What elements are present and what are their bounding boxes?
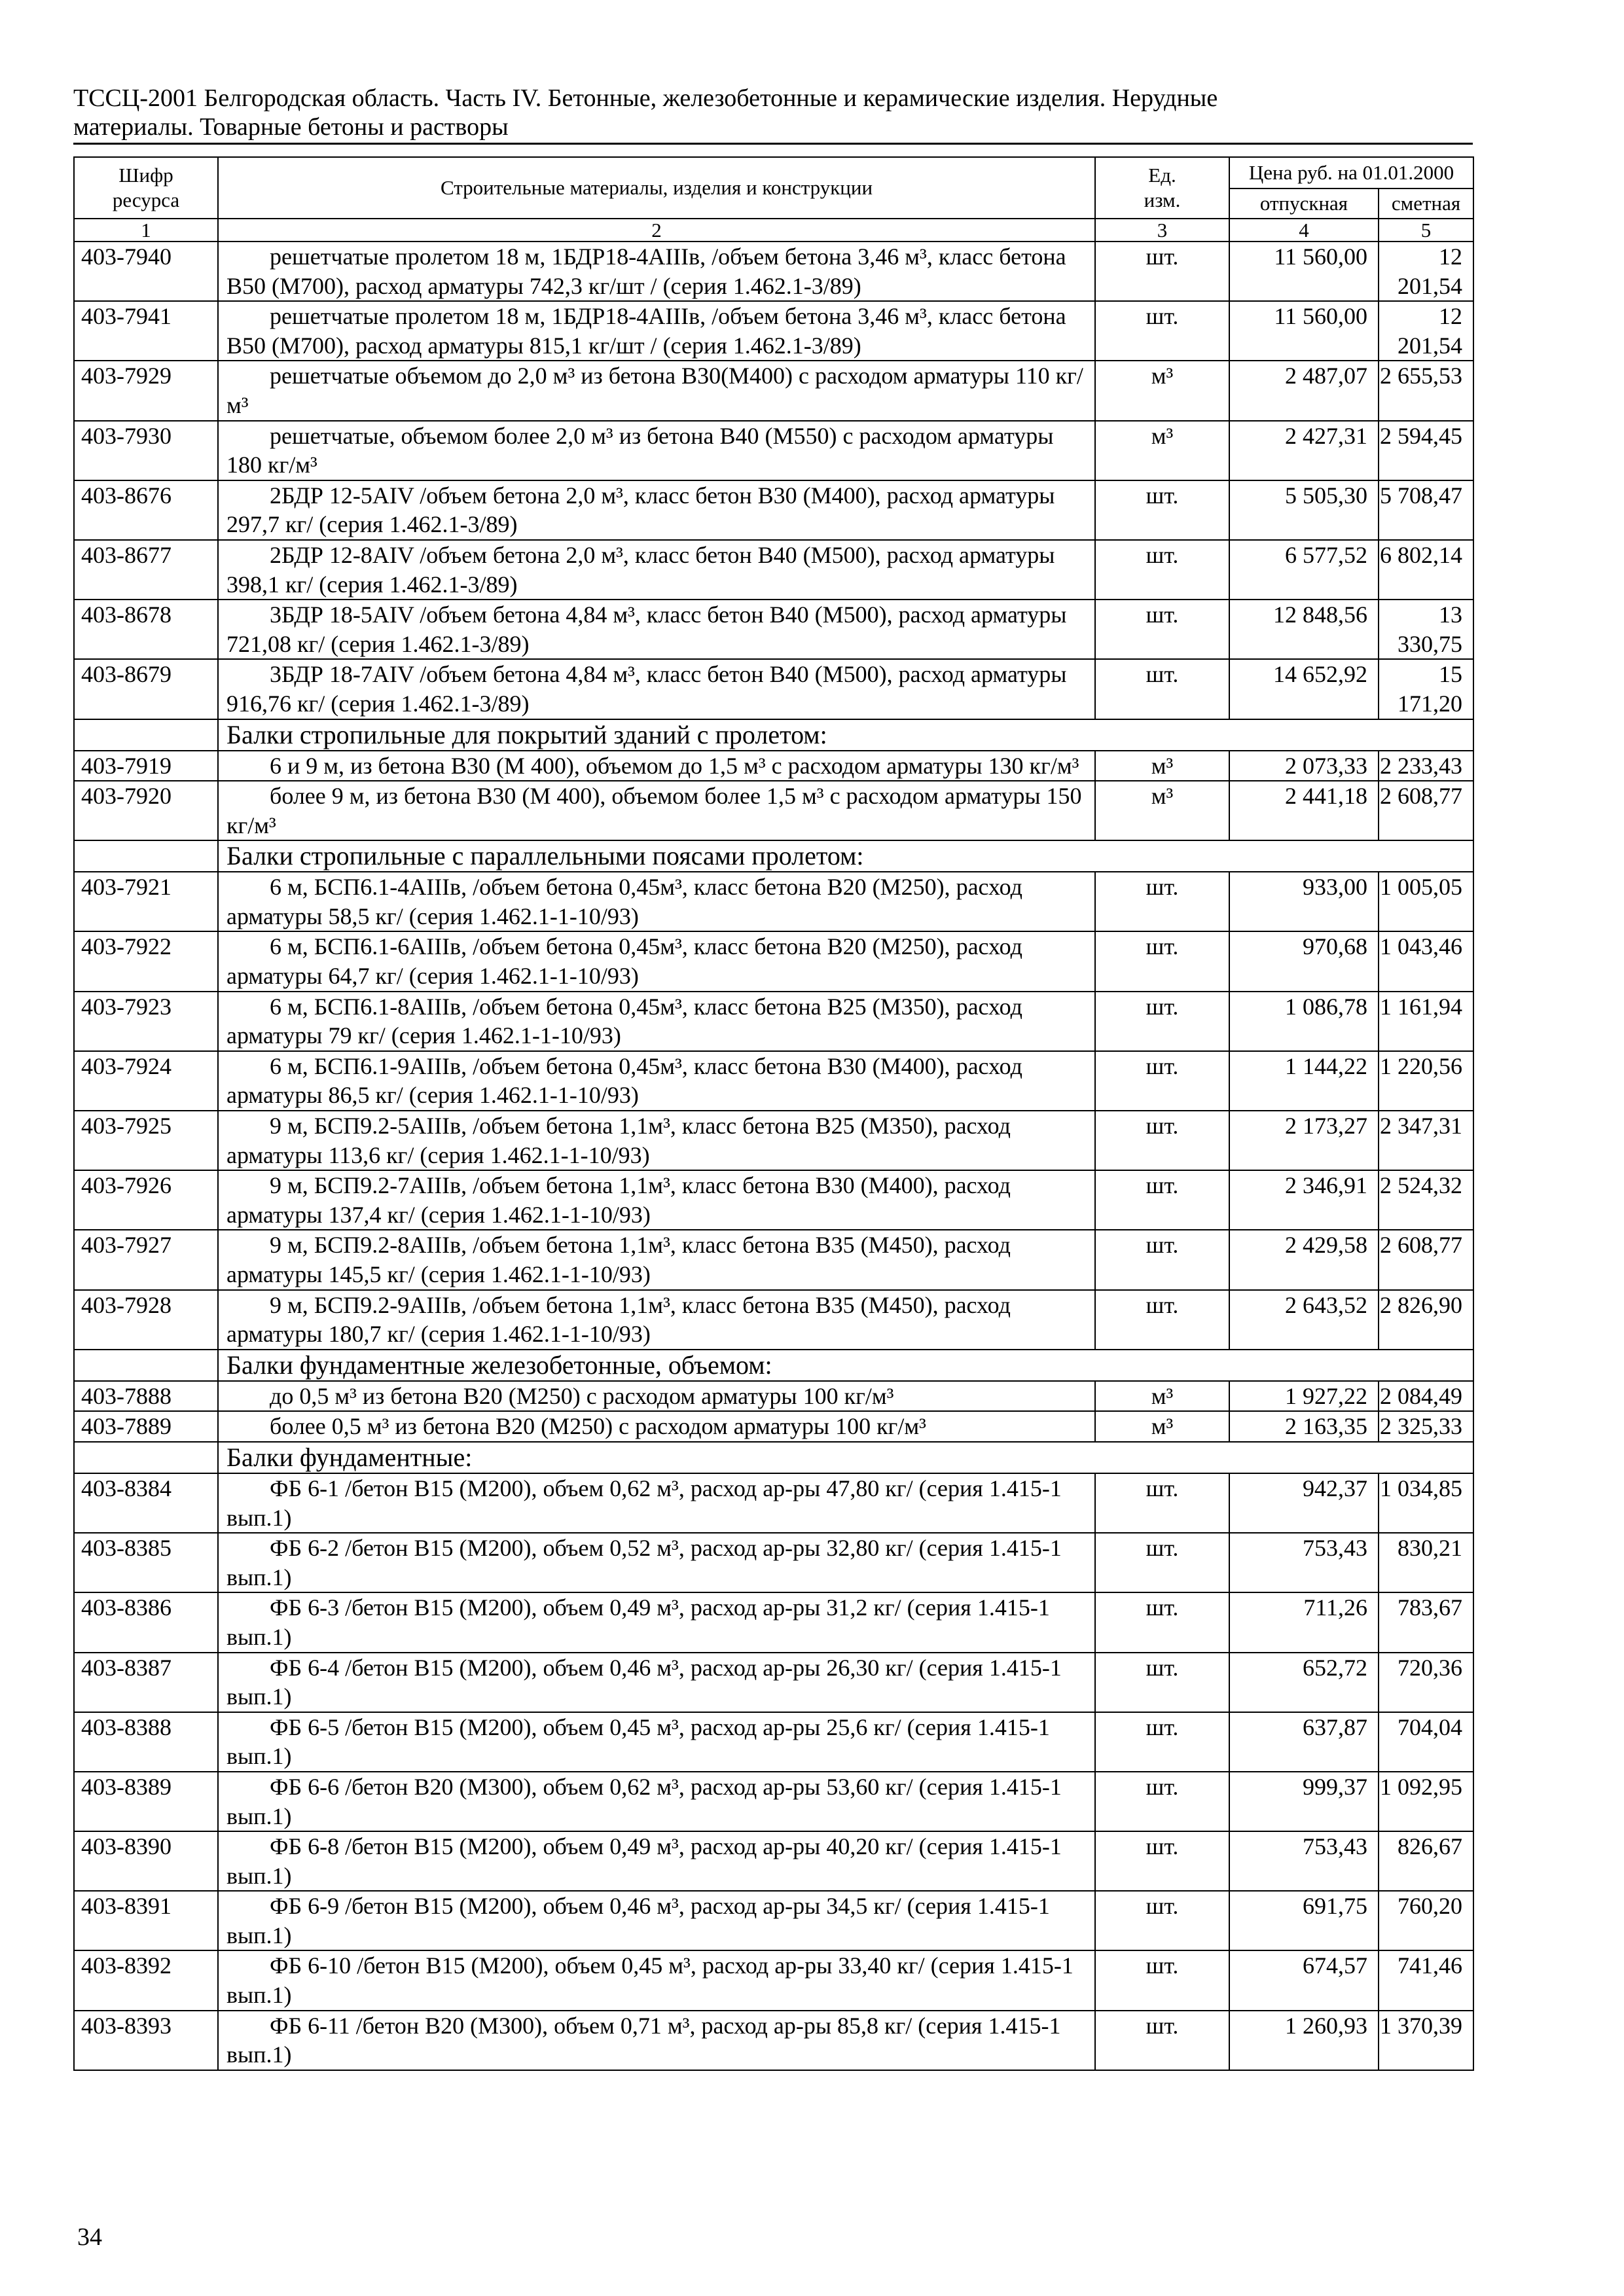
- unit-of-measure: шт.: [1095, 1290, 1229, 1350]
- estimate-price: 741,46: [1379, 1950, 1473, 2010]
- table-row: [74, 1411, 1473, 1442]
- release-price: 2 429,58: [1229, 1230, 1379, 1289]
- table-row: [74, 1111, 1473, 1170]
- resource-code: 403-7929: [74, 361, 218, 420]
- item-description: [218, 242, 1095, 301]
- description-text: ФБ 6-5 /бетон В15 (М200), объем 0,45 м³, расход ар-ры 25,6 кг/ (серия 1.415-1 вып.1): [226, 1713, 1050, 1770]
- item-description: [218, 361, 1095, 420]
- price-table: [73, 156, 1474, 2071]
- item-description: [218, 1592, 1095, 1652]
- description-text: ФБ 6-3 /бетон В15 (М200), объем 0,49 м³, расход ар-ры 31,2 кг/ (серия 1.415-1 вып.1): [226, 1594, 1050, 1650]
- estimate-price: 720,36: [1379, 1653, 1473, 1712]
- description-text: 6 м, БСП6.1-9АIIIв, /объем бетона 0,45м³, класс бетона В30 (М400), расход арматуры 86,5 кг/ (серия 1.462.1-1-10/93): [226, 1052, 1022, 1109]
- description-text: до 0,5 м³ из бетона В20 (М250) с расходом арматуры 100 кг/м³: [270, 1382, 894, 1409]
- item-description: [218, 751, 1095, 781]
- unit-of-measure: м³: [1095, 361, 1229, 420]
- resource-code: 403-8388: [74, 1712, 218, 1772]
- unit-of-measure: шт.: [1095, 301, 1229, 361]
- table-row: [74, 1712, 1473, 1772]
- unit-of-measure: шт.: [1095, 2011, 1229, 2070]
- table-row: [74, 751, 1473, 781]
- resource-code: 403-7889: [74, 1411, 218, 1442]
- estimate-price: 704,04: [1379, 1712, 1473, 1772]
- release-price: 12 848,56: [1229, 600, 1379, 659]
- resource-code: 403-8676: [74, 480, 218, 540]
- estimate-price: 830,21: [1379, 1533, 1473, 1592]
- table-row: [74, 361, 1473, 420]
- resource-code: 403-8385: [74, 1533, 218, 1592]
- item-description: [218, 931, 1095, 991]
- table-row: [74, 1230, 1473, 1289]
- table-row: [74, 931, 1473, 991]
- item-description: [218, 1381, 1095, 1412]
- description-text: 6 и 9 м, из бетона В30 (М 400), объемом до 1,5 м³ с расходом арматуры 130 кг/м³: [270, 752, 1079, 779]
- table-row: [74, 1533, 1473, 1592]
- description-text: 9 м, БСП9.2-5АIIIв, /объем бетона 1,1м³, класс бетона В25 (М350), расход арматуры 113,6 кг/ (серия 1.462.1-1-10/93): [226, 1113, 1011, 1168]
- resource-code: 403-8387: [74, 1653, 218, 1712]
- item-description: [218, 1891, 1095, 1950]
- unit-of-measure: шт.: [1095, 1111, 1229, 1170]
- estimate-price: 5 708,47: [1379, 480, 1473, 540]
- release-price: 2 643,52: [1229, 1290, 1379, 1350]
- item-description: [218, 1290, 1095, 1350]
- description-text: ФБ 6-6 /бетон В20 (М300), объем 0,62 м³, расход ар-ры 53,60 кг/ (серия 1.415-1 вып.1): [226, 1773, 1062, 1829]
- section-empty-cell: [74, 1350, 218, 1381]
- unit-of-measure: шт.: [1095, 1891, 1229, 1950]
- item-description: [218, 480, 1095, 540]
- resource-code: 403-7921: [74, 872, 218, 931]
- unit-of-measure: шт.: [1095, 600, 1229, 659]
- resource-code: 403-7927: [74, 1230, 218, 1289]
- unit-of-measure: шт.: [1095, 1653, 1229, 1712]
- table-row: [74, 992, 1473, 1051]
- description-text: решетчатые пролетом 18 м, 1БДР18-4АIIIв, /объем бетона 3,46 м³, класс бетона В50 (М700), расход арматуры 742,3 кг/шт / (серия 1.462.1-3/89): [226, 243, 1066, 299]
- resource-code: 403-7928: [74, 1290, 218, 1350]
- unit-of-measure: шт.: [1095, 872, 1229, 931]
- item-description: [218, 1533, 1095, 1592]
- unit-of-measure: шт.: [1095, 992, 1229, 1051]
- unit-of-measure: шт.: [1095, 659, 1229, 719]
- unit-of-measure: шт.: [1095, 1950, 1229, 2010]
- column-number-row: [74, 219, 1473, 242]
- description-text: ФБ 6-10 /бетон В15 (М200), объем 0,45 м³, расход ар-ры 33,40 кг/ (серия 1.415-1 вып.1): [226, 1952, 1074, 2009]
- description-text: ФБ 6-9 /бетон В15 (М200), объем 0,46 м³, расход ар-ры 34,5 кг/ (серия 1.415-1 вып.1): [226, 1893, 1050, 1948]
- description-text: 6 м, БСП6.1-4АIIIв, /объем бетона 0,45м³, класс бетона В20 (М250), расход арматуры 58,5 кг/ (серия 1.462.1-1-10/93): [226, 874, 1022, 929]
- estimate-price: 1 370,39: [1379, 2011, 1473, 2070]
- item-description: [218, 1653, 1095, 1712]
- section-title: Балки фундаментные:: [218, 1442, 1473, 1473]
- unit-of-measure: шт.: [1095, 1051, 1229, 1111]
- description-text: 9 м, БСП9.2-8АIIIв, /объем бетона 1,1м³, класс бетона В35 (М450), расход арматуры 145,5 кг/ (серия 1.462.1-1-10/93): [226, 1232, 1011, 1287]
- item-description: [218, 2011, 1095, 2070]
- estimate-price: 13 330,75: [1379, 600, 1473, 659]
- table-row: [74, 1831, 1473, 1891]
- release-price: 2 487,07: [1229, 361, 1379, 420]
- section-empty-cell: [74, 840, 218, 872]
- release-price: 942,37: [1229, 1473, 1379, 1533]
- item-description: [218, 1111, 1095, 1170]
- unit-of-measure: шт.: [1095, 1473, 1229, 1533]
- release-price: 637,87: [1229, 1712, 1379, 1772]
- release-price: 753,43: [1229, 1533, 1379, 1592]
- release-price: 1 086,78: [1229, 992, 1379, 1051]
- estimate-price: 2 608,77: [1379, 781, 1473, 840]
- unit-of-measure: шт.: [1095, 931, 1229, 991]
- header-price-cell: Цена руб. на 01.01.2000: [1229, 157, 1473, 188]
- section-row: [74, 1442, 1473, 1473]
- table-row: [74, 301, 1473, 361]
- resource-code: 403-8679: [74, 659, 218, 719]
- release-price: 711,26: [1229, 1592, 1379, 1652]
- estimate-price: 2 524,32: [1379, 1170, 1473, 1230]
- table-row: [74, 1653, 1473, 1712]
- description-text: 3БДР 18-5АIV /объем бетона 4,84 м³, класс бетон В40 (М500), расход арматуры 721,08 кг/ (серия 1.462.1-3/89): [226, 601, 1067, 657]
- release-price: 2 073,33: [1229, 751, 1379, 781]
- description-text: ФБ 6-2 /бетон В15 (М200), объем 0,52 м³, расход ар-ры 32,80 кг/ (серия 1.415-1 вып.1): [226, 1535, 1062, 1590]
- release-price: 2 427,31: [1229, 421, 1379, 480]
- unit-of-measure: шт.: [1095, 540, 1229, 600]
- item-description: [218, 992, 1095, 1051]
- resource-code: 403-8389: [74, 1772, 218, 1831]
- unit-of-measure: м³: [1095, 781, 1229, 840]
- resource-code: 403-7923: [74, 992, 218, 1051]
- header-estimate-price: сметная: [1379, 188, 1473, 219]
- description-text: ФБ 6-1 /бетон В15 (М200), объем 0,62 м³, расход ар-ры 47,80 кг/ (серия 1.415-1 вып.1): [226, 1475, 1062, 1531]
- section-empty-cell: [74, 719, 218, 751]
- item-description: [218, 1831, 1095, 1891]
- release-price: 1 144,22: [1229, 1051, 1379, 1111]
- unit-of-measure: м³: [1095, 1381, 1229, 1412]
- resource-code: 403-7920: [74, 781, 218, 840]
- col-number: 1: [74, 219, 218, 242]
- release-price: 11 560,00: [1229, 242, 1379, 301]
- estimate-price: 2 608,77: [1379, 1230, 1473, 1289]
- resource-code: 403-8393: [74, 2011, 218, 2070]
- description-text: ФБ 6-8 /бетон В15 (М200), объем 0,49 м³, расход ар-ры 40,20 кг/ (серия 1.415-1 вып.1): [226, 1833, 1062, 1889]
- table-row: [74, 600, 1473, 659]
- item-description: [218, 540, 1095, 600]
- unit-of-measure: шт.: [1095, 1772, 1229, 1831]
- unit-of-measure: м³: [1095, 1411, 1229, 1442]
- estimate-price: 760,20: [1379, 1891, 1473, 1950]
- resource-code: 403-8390: [74, 1831, 218, 1891]
- estimate-price: 15 171,20: [1379, 659, 1473, 719]
- estimate-price: 1 043,46: [1379, 931, 1473, 991]
- table-row: [74, 781, 1473, 840]
- col-number: 2: [218, 219, 1095, 242]
- table-row: [74, 242, 1473, 301]
- resource-code: 403-7940: [74, 242, 218, 301]
- table-row: [74, 421, 1473, 480]
- estimate-price: 1 005,05: [1379, 872, 1473, 931]
- table-row: [74, 1381, 1473, 1412]
- item-description: [218, 301, 1095, 361]
- estimate-price: 1 161,94: [1379, 992, 1473, 1051]
- estimate-price: 2 347,31: [1379, 1111, 1473, 1170]
- unit-of-measure: шт.: [1095, 1712, 1229, 1772]
- description-text: 9 м, БСП9.2-9АIIIв, /объем бетона 1,1м³, класс бетона В35 (М450), расход арматуры 180,7 кг/ (серия 1.462.1-1-10/93): [226, 1291, 1011, 1348]
- item-description: [218, 659, 1095, 719]
- section-title: Балки стропильные с параллельными поясами пролетом:: [218, 840, 1473, 872]
- estimate-price: 12 201,54: [1379, 301, 1473, 361]
- item-description: [218, 421, 1095, 480]
- resource-code: 403-8392: [74, 1950, 218, 2010]
- item-description: [218, 1230, 1095, 1289]
- header-code-line1: Шифр: [118, 164, 173, 187]
- item-description: [218, 1051, 1095, 1111]
- section-empty-cell: [74, 1442, 218, 1473]
- release-price: 999,37: [1229, 1772, 1379, 1831]
- unit-of-measure: м³: [1095, 421, 1229, 480]
- release-price: 1 927,22: [1229, 1381, 1379, 1412]
- release-price: 5 505,30: [1229, 480, 1379, 540]
- estimate-price: 6 802,14: [1379, 540, 1473, 600]
- unit-of-measure: м³: [1095, 751, 1229, 781]
- estimate-price: 1 220,56: [1379, 1051, 1473, 1111]
- description-text: 9 м, БСП9.2-7АIIIв, /объем бетона 1,1м³, класс бетона В30 (М400), расход арматуры 137,4 кг/ (серия 1.462.1-1-10/93): [226, 1172, 1011, 1228]
- header-code-cell: [74, 157, 218, 219]
- resource-code: 403-7941: [74, 301, 218, 361]
- resource-code: 403-7930: [74, 421, 218, 480]
- table-row: [74, 1170, 1473, 1230]
- document-header: [73, 84, 1473, 145]
- description-text: более 0,5 м³ из бетона В20 (М250) с расходом арматуры 100 кг/м³: [270, 1413, 926, 1440]
- col-number: 3: [1095, 219, 1229, 242]
- resource-code: 403-7922: [74, 931, 218, 991]
- resource-code: 403-8677: [74, 540, 218, 600]
- table-row: [74, 1772, 1473, 1831]
- release-price: 2 163,35: [1229, 1411, 1379, 1442]
- table-row: [74, 1051, 1473, 1111]
- table-row: [74, 872, 1473, 931]
- estimate-price: 783,67: [1379, 1592, 1473, 1652]
- item-description: [218, 1411, 1095, 1442]
- header-unit-cell: [1095, 157, 1229, 219]
- table-row: [74, 659, 1473, 719]
- estimate-price: 2 826,90: [1379, 1290, 1473, 1350]
- release-price: 933,00: [1229, 872, 1379, 931]
- release-price: 6 577,52: [1229, 540, 1379, 600]
- header-line-1: ТССЦ-2001 Белгородская область. Часть IV. Бетонные, железобетонные и керамические изделия. Нерудные: [73, 84, 1218, 112]
- description-text: решетчатые, объемом более 2,0 м³ из бетона В40 (М550) с расходом арматуры 180 кг/м³: [226, 422, 1054, 478]
- estimate-price: 2 084,49: [1379, 1381, 1473, 1412]
- description-text: 6 м, БСП6.1-6АIIIв, /объем бетона 0,45м³, класс бетона В20 (М250), расход арматуры 64,7 кг/ (серия 1.462.1-1-10/93): [226, 933, 1022, 990]
- unit-of-measure: шт.: [1095, 1831, 1229, 1891]
- header-unit-line1: Ед.: [1148, 164, 1176, 187]
- item-description: [218, 1950, 1095, 2010]
- unit-of-measure: шт.: [1095, 480, 1229, 540]
- item-description: [218, 600, 1095, 659]
- resource-code: 403-7925: [74, 1111, 218, 1170]
- unit-of-measure: шт.: [1095, 1170, 1229, 1230]
- release-price: 674,57: [1229, 1950, 1379, 2010]
- header-line-2: материалы. Товарные бетоны и растворы: [73, 113, 509, 141]
- description-text: решетчатые пролетом 18 м, 1БДР18-4АIIIв, /объем бетона 3,46 м³, класс бетона В50 (М700), расход арматуры 815,1 кг/шт / (серия 1.462.1-3/89): [226, 303, 1066, 359]
- estimate-price: 2 325,33: [1379, 1411, 1473, 1442]
- resource-code: 403-7924: [74, 1051, 218, 1111]
- table-row: [74, 1891, 1473, 1950]
- release-price: 11 560,00: [1229, 301, 1379, 361]
- table-row: [74, 1290, 1473, 1350]
- section-row: [74, 719, 1473, 751]
- table-row: [74, 1473, 1473, 1533]
- table-row: [74, 2011, 1473, 2070]
- col-number: 5: [1379, 219, 1473, 242]
- table-row: [74, 540, 1473, 600]
- release-price: 14 652,92: [1229, 659, 1379, 719]
- release-price: 691,75: [1229, 1891, 1379, 1950]
- table-row: [74, 480, 1473, 540]
- item-description: [218, 872, 1095, 931]
- release-price: 970,68: [1229, 931, 1379, 991]
- description-text: решетчатые объемом до 2,0 м³ из бетона В30(М400) с расходом арматуры 110 кг/м³: [226, 363, 1083, 418]
- col-number: 4: [1229, 219, 1379, 242]
- unit-of-measure: шт.: [1095, 242, 1229, 301]
- estimate-price: 1 092,95: [1379, 1772, 1473, 1831]
- resource-code: 403-7926: [74, 1170, 218, 1230]
- table-header-row: [74, 157, 1473, 188]
- description-text: 2БДР 12-5АIV /объем бетона 2,0 м³, класс бетон В30 (М400), расход арматуры 297,7 кг/ (серия 1.462.1-3/89): [226, 482, 1055, 538]
- header-code-line2: ресурса: [112, 188, 180, 211]
- estimate-price: 2 233,43: [1379, 751, 1473, 781]
- release-price: 2 173,27: [1229, 1111, 1379, 1170]
- item-description: [218, 1712, 1095, 1772]
- header-release-price: отпускная: [1229, 188, 1379, 219]
- resource-code: 403-8391: [74, 1891, 218, 1950]
- description-text: ФБ 6-11 /бетон В20 (М300), объем 0,71 м³, расход ар-ры 85,8 кг/ (серия 1.415-1 вып.1): [226, 2012, 1061, 2068]
- description-text: 2БДР 12-8АIV /объем бетона 2,0 м³, класс бетон В40 (М500), расход арматуры 398,1 кг/ (серия 1.462.1-3/89): [226, 541, 1055, 598]
- estimate-price: 12 201,54: [1379, 242, 1473, 301]
- resource-code: 403-8386: [74, 1592, 218, 1652]
- unit-of-measure: шт.: [1095, 1592, 1229, 1652]
- release-price: 1 260,93: [1229, 2011, 1379, 2070]
- item-description: [218, 781, 1095, 840]
- header-name-cell: Строительные материалы, изделия и конструкции: [218, 157, 1095, 219]
- release-price: 652,72: [1229, 1653, 1379, 1712]
- item-description: [218, 1772, 1095, 1831]
- section-title: Балки фундаментные железобетонные, объемом:: [218, 1350, 1473, 1381]
- resource-code: 403-7919: [74, 751, 218, 781]
- item-description: [218, 1473, 1095, 1533]
- description-text: более 9 м, из бетона В30 (М 400), объемом более 1,5 м³ с расходом арматуры 150 кг/м³: [226, 783, 1082, 838]
- resource-code: 403-8384: [74, 1473, 218, 1533]
- unit-of-measure: шт.: [1095, 1533, 1229, 1592]
- section-row: [74, 840, 1473, 872]
- estimate-price: 2 655,53: [1379, 361, 1473, 420]
- unit-of-measure: шт.: [1095, 1230, 1229, 1289]
- section-row: [74, 1350, 1473, 1381]
- resource-code: 403-8678: [74, 600, 218, 659]
- estimate-price: 826,67: [1379, 1831, 1473, 1891]
- section-title: Балки стропильные для покрытий зданий с пролетом:: [218, 719, 1473, 751]
- table-row: [74, 1950, 1473, 2010]
- release-price: 2 441,18: [1229, 781, 1379, 840]
- page-number: 34: [77, 2223, 102, 2251]
- description-text: ФБ 6-4 /бетон В15 (М200), объем 0,46 м³, расход ар-ры 26,30 кг/ (серия 1.415-1 вып.1): [226, 1654, 1062, 1710]
- estimate-price: 1 034,85: [1379, 1473, 1473, 1533]
- release-price: 753,43: [1229, 1831, 1379, 1891]
- description-text: 3БДР 18-7АIV /объем бетона 4,84 м³, класс бетон В40 (М500), расход арматуры 916,76 кг/ (серия 1.462.1-3/89): [226, 661, 1067, 717]
- table-row: [74, 1592, 1473, 1652]
- resource-code: 403-7888: [74, 1381, 218, 1412]
- estimate-price: 2 594,45: [1379, 421, 1473, 480]
- header-unit-line2: изм.: [1144, 188, 1181, 211]
- description-text: 6 м, БСП6.1-8АIIIв, /объем бетона 0,45м³, класс бетона В25 (М350), расход арматуры 79 кг/ (серия 1.462.1-1-10/93): [226, 993, 1022, 1049]
- item-description: [218, 1170, 1095, 1230]
- release-price: 2 346,91: [1229, 1170, 1379, 1230]
